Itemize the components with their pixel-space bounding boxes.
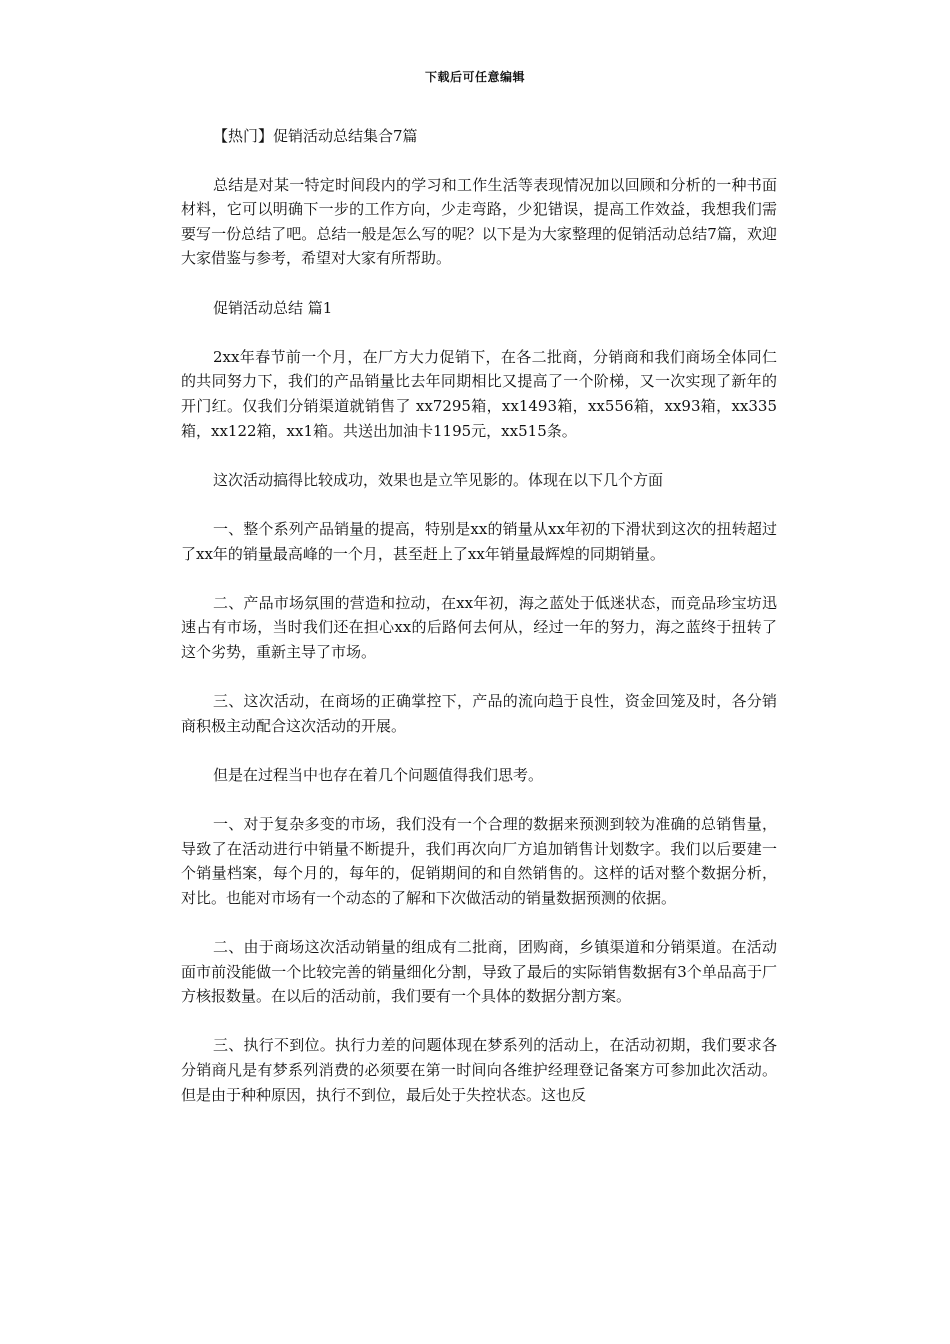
paragraph: 这次活动搞得比较成功，效果也是立竿见影的。体现在以下几个方面 — [213, 470, 664, 489]
paragraph: 一、整个系列产品销量的提高，特别是xx的销量从xx年初的下滑状到这次的扭转超过了xx年的销量最高峰的一个月，甚至赶上了xx年销量最辉煌的同期销量。 — [181, 519, 777, 563]
paragraph: 二、产品市场氛围的营造和拉动，在xx年初，海之蓝处于低迷状态，而竞品珍宝坊迅速占有市场，当时我们还在担心xx的后路何去何从，经过一年的努力，海之蓝终于扭转了这个劣势，重新主导了市场。 — [181, 593, 777, 661]
page-header: 下载后可任意编辑 — [424, 70, 525, 84]
intro-paragraph: 总结是对某一特定时间段内的学习和工作生活等表现情况加以回顾和分析的一种书面材料，它可以明确下一步的工作方向，少走弯路，少犯错误，提高工作效益，我想我们需要写一份总结了吧。总结一般是怎么写的呢？以下是为大家整理的促销活动总结7篇，欢迎大家借鉴与参考，希望对大家有所帮助。 — [181, 175, 777, 268]
document-title: 【热门】促销活动总结集合7篇 — [213, 127, 418, 145]
paragraph: 三、执行不到位。执行力差的问题体现在梦系列的活动上，在活动初期，我们要求各分销商凡是有梦系列消费的必须要在第一时间向各维护经理登记备案方可参加此次活动。但是由于种种原因，执行不到位，最后处于失控状态。这也反 — [181, 1036, 777, 1104]
paragraph: 一、对于复杂多变的市场，我们没有一个合理的数据来预测到较为准确的总销售量，导致了在活动进行中销量不断提升，我们再次向厂方追加销售计划数字。我们以后要建一个销量档案，每个月的，每年的，促销期间的和自然销售的。这样的话对整个数据分析，对比。也能对市场有一个动态的了解和下次做活动的销量数据预测的依据。 — [181, 815, 777, 907]
paragraph: 三、这次活动，在商场的正确掌控下，产品的流向趋于良性，资金回笼及时，各分销商积极主动配合这次活动的开展。 — [181, 692, 777, 735]
paragraph: 二、由于商场这次活动销量的组成有二批商，团购商，乡镇渠道和分销渠道。在活动面市前没能做一个比较完善的销量细化分割，导致了最后的实际销售数据有3个单品高于厂方核报数量。在以后的活动前，我们要有一个具体的数据分割方案。 — [181, 938, 777, 1006]
document-body — [181, 124, 777, 1132]
paragraph: 但是在过程当中也存在着几个问题值得我们思考。 — [213, 765, 544, 784]
paragraph: 2xx年春节前一个月，在厂方大力促销下，在各二批商，分销商和我们商场全体同仁的共同努力下，我们的产品销量比去年同期相比又提高了一个阶梯，又一次实现了新年的开门红。仅我们分销渠道就销售了 xx7295箱，xx1493箱，xx556箱，xx93箱，xx335箱，xx122箱，xx1箱。共送出加油卡1195元，xx515条。 — [181, 347, 777, 440]
section-heading: 促销活动总结 篇1 — [213, 298, 333, 317]
